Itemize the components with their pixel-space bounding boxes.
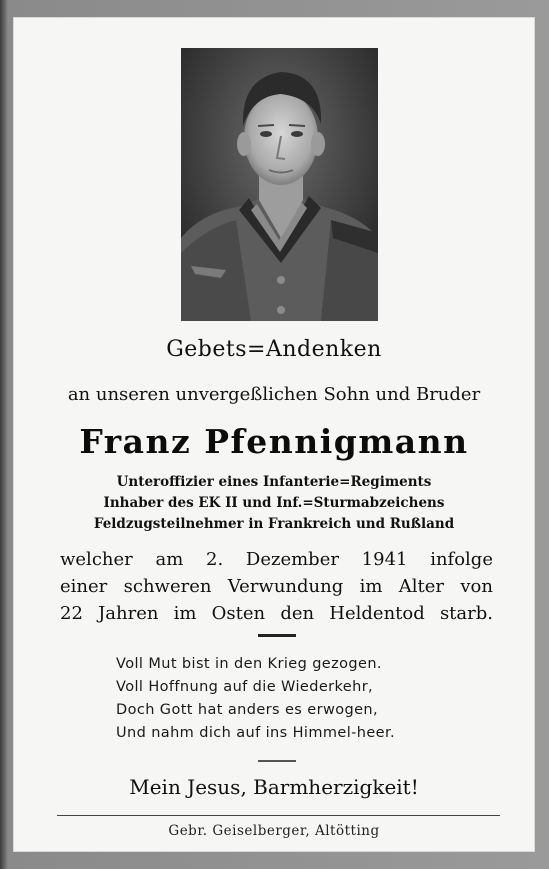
death-notice-line: einer schweren Verwundung im Alter von: [60, 576, 493, 597]
title-line: Inhaber des EK II und Inf.=Sturmabzeichens: [103, 495, 445, 511]
verse-line: Und nahm dich auf ins Himmel-heer.: [116, 725, 396, 741]
closing-prayer: Mein Jesus, Barmherzigkeit!: [129, 775, 419, 799]
verse-line: Doch Gott hat anders es erwogen,: [116, 702, 379, 718]
card-heading: Gebets=Andenken: [166, 337, 382, 362]
printer-imprint: Gebr. Geiselberger, Altötting: [168, 823, 380, 839]
portrait-photo: [181, 48, 378, 321]
ornamental-divider: [258, 634, 296, 637]
memorial-card: [13, 17, 535, 852]
military-titles: [13, 472, 535, 535]
soldier-portrait-image: [181, 48, 378, 321]
footer-divider: [57, 815, 500, 816]
verse-line: Voll Hoffnung auf die Wiederkehr,: [116, 679, 374, 695]
death-notice: [60, 546, 493, 627]
title-line: Unteroffizier eines Infanterie=Regiments: [116, 474, 432, 490]
death-notice-line: welcher am 2. Dezember 1941 infolge: [60, 549, 493, 570]
memorial-verse: [116, 653, 395, 745]
death-notice-line: 22 Jahren im Osten den Heldentod starb.: [60, 603, 493, 624]
title-line: Feldzugsteilnehmer in Frankreich und Rußland: [93, 516, 455, 532]
dedication-line: an unseren unvergeßlichen Sohn und Bruder: [67, 384, 481, 405]
deceased-name: Franz Pfennigmann: [79, 422, 469, 461]
ornamental-divider: [258, 760, 296, 762]
verse-line: Voll Mut bist in den Krieg gezogen.: [116, 656, 382, 672]
